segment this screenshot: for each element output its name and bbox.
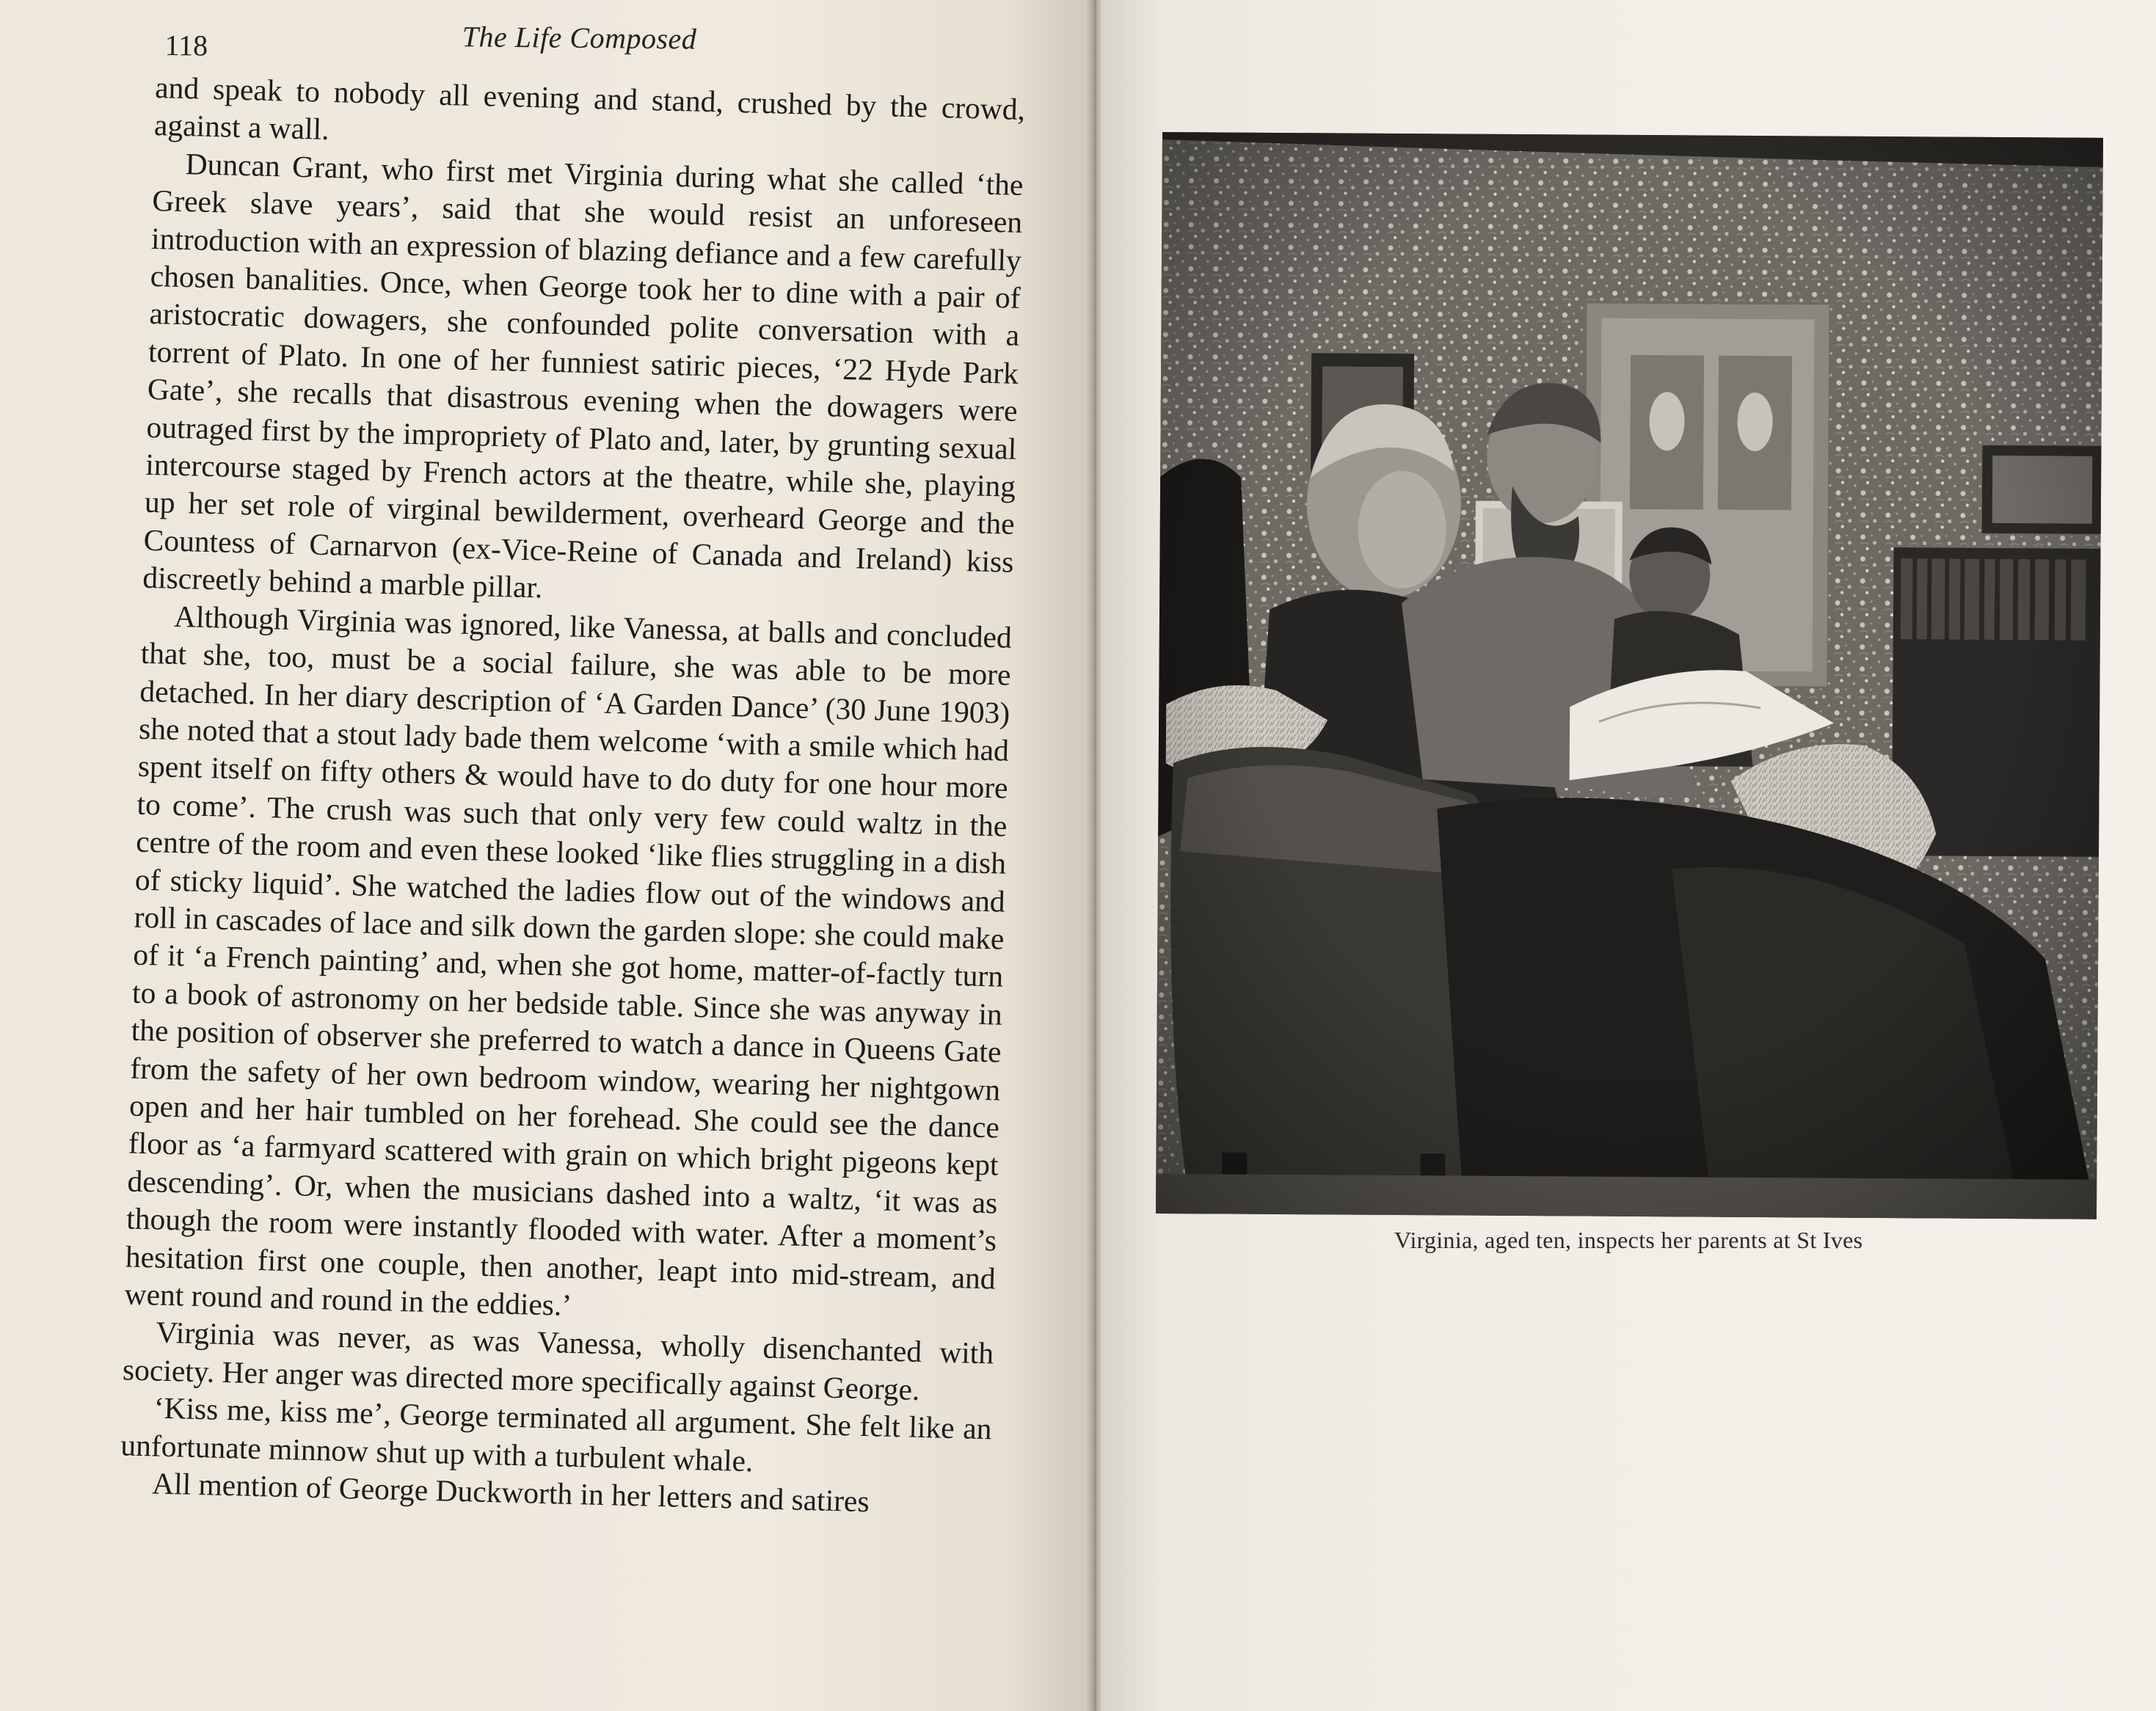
paragraph-3: Although Virginia was ignored, like Vanessa, at balls and concluded that she, too, must be a social failure, she was able to be more detached. In her diary description of ‘A Garden Dance’ (30 June 1903) she noted that a stout lady bade them welcome ‘with a smile which had spent itself on fifty others & would have to do duty for one hour more to come’. The crush was such that only very few could waltz in the centre of the room and even these looked ‘like flies struggling in a dish of sticky liquid’. She watched the ladies flow out of the windows and roll in cascades of lace and silk down the garden slope: she could make of it ‘a French painting’ and, when she got home, matter-of-factly turn to a book of astronomy on her bedside table. Since she was anyway in the position of observer she preferred to watch a dance in Queens Gate from the safety of her own bedroom window, wearing her nightgown open and her hair tumbled on her forehead. She could see the dance floor as ‘a farmyard scattered with grain on which bright pigeons kept descending’. Or, when the musicians dashed into a waltz, ‘it was as though the room were instantly flooded with water. After a moment’s hesitation first one couple, then another, leapt into mid-stream, and went round and round in the eddies.’ xyxy=(124,599,1013,1322)
paragraph-2: Duncan Grant, who first met Virginia during what she called ‘the Greek slave years’, said that she would resist an unforeseen introduction with an expression of blazing defiance and a few carefully chosen banalities. Once, when George took her to dine with a pair of aristocratic dowagers, she confounded polite conversation with a torrent of Plato. In one of her funniest satiric pieces, ‘22 Hyde Park Gate’, she recalls that disastrous evening when the dowagers were outraged first by the impropriety of Plato and, later, by grunting sexual intercourse staged by French actors at the theatre, while she, playing up her set role of virginal bewilderment, overheard George and the Countess of Carnarvon (ex-Vice-Reine of Canada and Ireland) kiss discreetly behind a marble pillar. xyxy=(142,146,1024,605)
family-photograph xyxy=(1156,132,2103,1219)
paragraph-4: Virginia was never, as was Vanessa, wholly disenchanted with society. Her anger was directed more specifically against George. xyxy=(122,1315,994,1407)
book-title: The Life Composed xyxy=(462,20,697,56)
paragraph-5: ‘Kiss me, kiss me’, George terminated all argument. She felt like an unfortunate minnow shut up with a turbulent whale. xyxy=(120,1390,993,1478)
paragraph-6: All mention of George Duckworth in her letters and satires xyxy=(151,1466,870,1519)
page-number: 118 xyxy=(164,28,208,62)
photo-caption: Virginia, aged ten, inspects her parents at St Ives xyxy=(1394,1227,1863,1253)
body-text xyxy=(120,69,1026,1524)
running-head xyxy=(164,16,1046,77)
paragraph-1: and speak to nobody all evening and stand, crushed by the crowd, against a wall. xyxy=(153,70,1026,147)
